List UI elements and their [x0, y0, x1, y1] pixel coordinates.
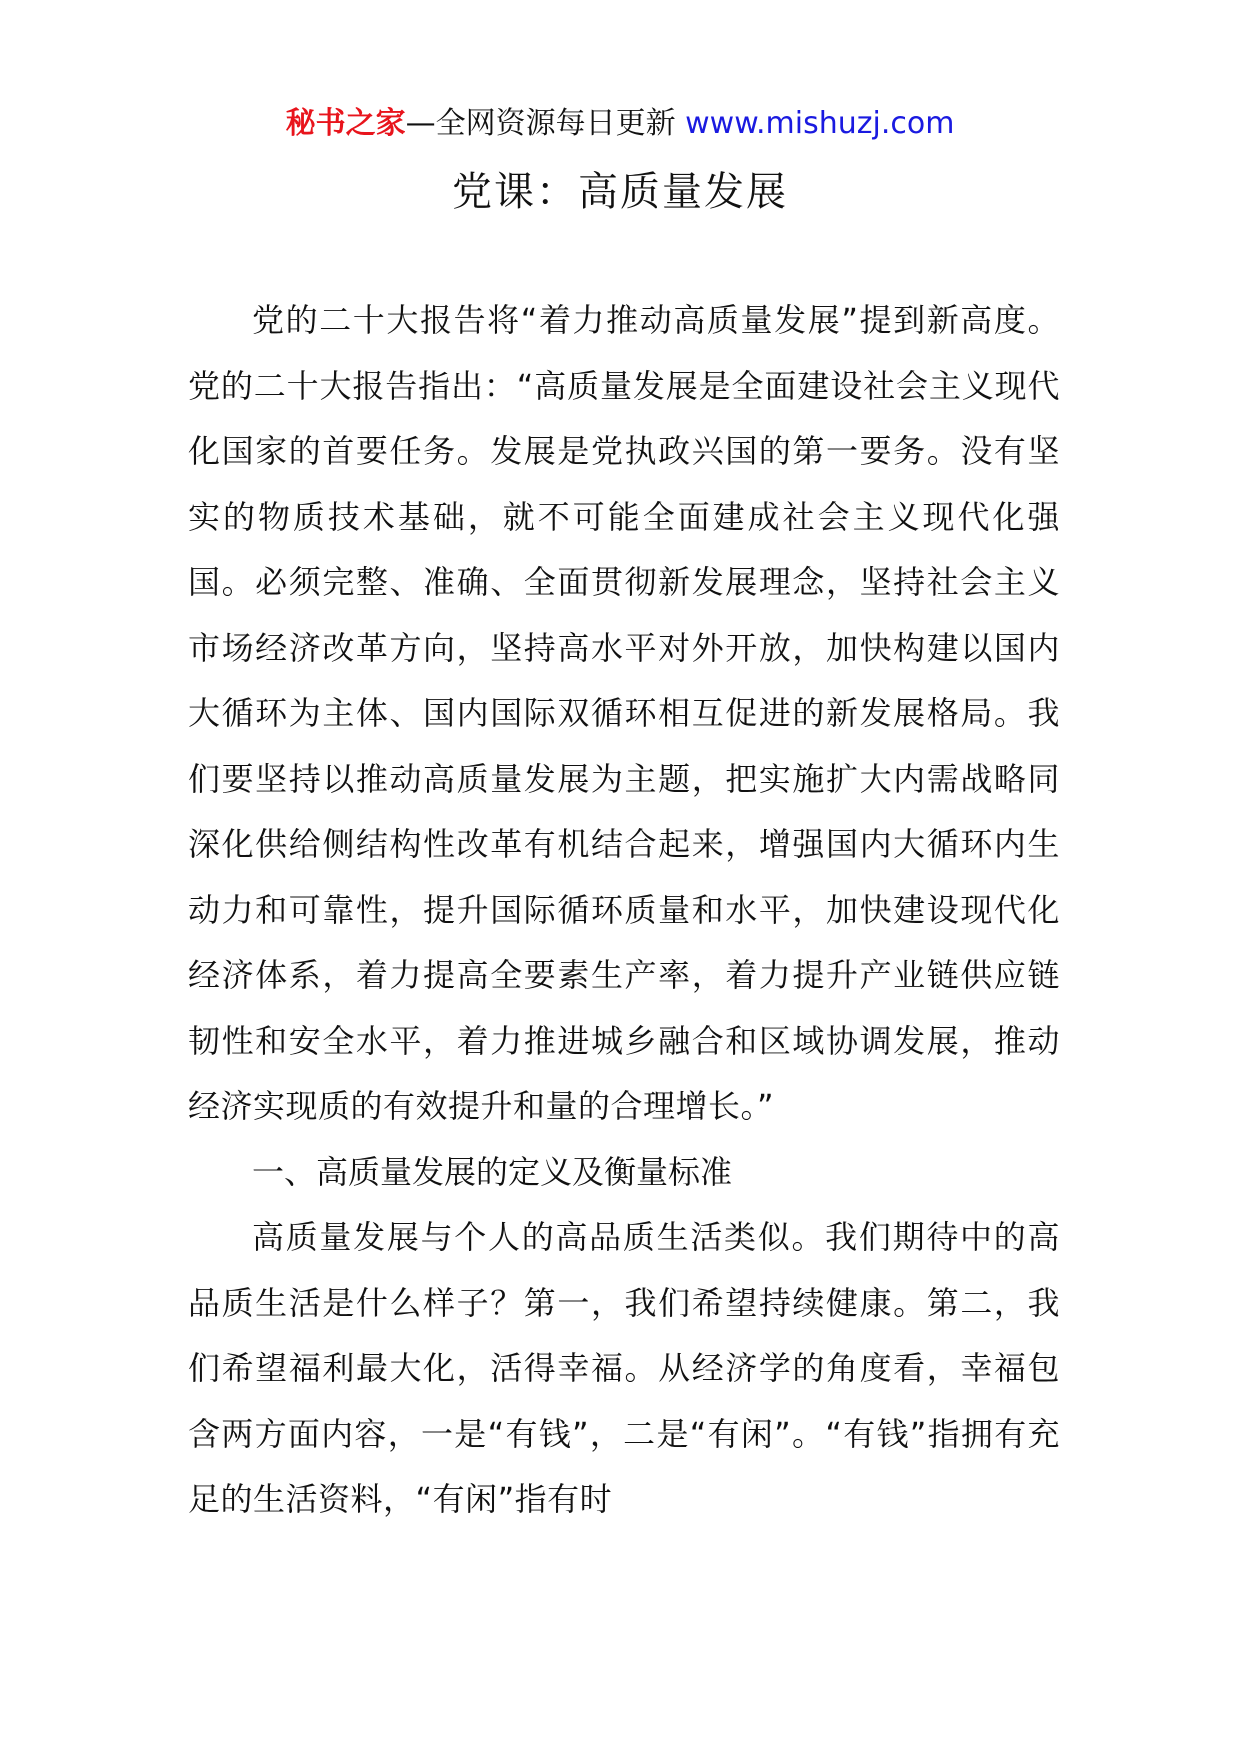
paragraph: 党的二十大报告将“着力推动高质量发展”提到新高度。党的二十大报告指出：“高质量发展是全面建设社会主义现代化国家的首要任务。发展是党执政兴国的第一要务。没有坚实的物质技术基础，就不可能全面建成社会主义现代化强国。必须完整、准确、全面贯彻新发展理念，坚持社会主义市场经济改革方向，坚持高水平对外开放，加快构建以国内大循环为主体、国内国际双循环相互促进的新发展格局。我们要坚持以推动高质量发展为主题，把实施扩大内需战略同深化供给侧结构性改革有机结合起来，增强国内大循环内生动力和可靠性，提升国际循环质量和水平，加快建设现代化经济体系，着力提高全要素生产率，着力提升产业链供应链韧性和安全水平，着力推进城乡融合和区域协调发展，推动经济实现质的有效提升和量的合理增长。” — [188, 301, 1060, 1125]
brand-name: 秘书之家 — [285, 106, 406, 141]
paragraph: 高质量发展与个人的高品质生活类似。我们期待中的高品质生活是什么样子？第一，我们希望持续健康。第二，我们希望福利最大化，活得幸福。从经济学的角度看，幸福包含两方面内容，一是“有钱”，二是“有闲”。“有钱”指拥有充足的生活资料，“有闲”指有时 — [188, 1218, 1060, 1518]
document-title: 党课：高质量发展 — [452, 169, 788, 215]
website-link[interactable]: www.mishuzj.com — [685, 106, 955, 141]
section-heading: 一、高质量发展的定义及衡量标准 — [252, 1152, 733, 1191]
page-header — [0, 103, 1240, 145]
header-tagline: —全网资源每日更新 — [405, 106, 686, 141]
document-body — [188, 288, 1060, 1533]
